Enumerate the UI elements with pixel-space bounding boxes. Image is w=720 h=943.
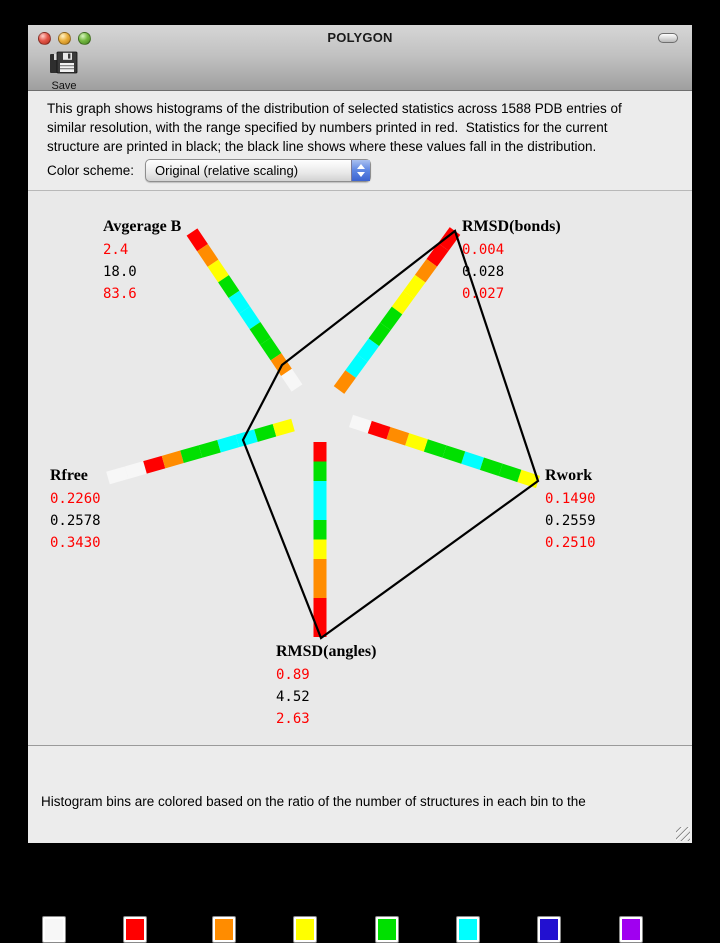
- legend-text-line-2: average number per bin:: [41, 851, 189, 866]
- axis-current-value: 0.2559: [545, 513, 596, 529]
- axis-rmsd-bonds: [462, 218, 561, 305]
- legend-swatch-blue: [537, 916, 561, 943]
- histogram-bin: [374, 326, 386, 342]
- histogram-bin: [145, 462, 164, 467]
- axis-rfree: [50, 467, 101, 554]
- histogram-bin: [463, 458, 482, 464]
- legend-item: [212, 916, 281, 943]
- axis-avgerage-b: [103, 218, 181, 305]
- legend-swatch-white: [42, 916, 66, 943]
- axis-label: Avgerage B: [103, 218, 182, 235]
- color-scheme-selected-value: Original (relative scaling): [155, 163, 299, 178]
- axis-max-value: 83.6: [103, 286, 137, 302]
- histogram-bin: [409, 279, 421, 295]
- save-icon: [49, 62, 79, 79]
- axis-label: RMSD(bonds): [462, 218, 561, 235]
- axis-min-value: 0.004: [462, 242, 505, 258]
- description-text: [47, 99, 675, 156]
- histogram-bin: [287, 372, 298, 388]
- color-scheme-row: [47, 159, 371, 182]
- axis-min-value: 0.1490: [545, 491, 596, 507]
- histogram-bin: [203, 248, 214, 264]
- resize-grip[interactable]: [676, 827, 690, 841]
- legend-item: [456, 916, 525, 943]
- legend-label: =< 3.0: [486, 922, 526, 937]
- dropdown-arrows-icon: [351, 160, 370, 181]
- histogram-bin: [266, 341, 277, 357]
- legend-item: [375, 916, 444, 943]
- save-button[interactable]: [42, 51, 86, 92]
- histogram-bin: [445, 452, 464, 458]
- axis-current-value: 4.52: [276, 689, 310, 705]
- axis-label: Rfree: [50, 467, 88, 484]
- toolbar: [28, 51, 692, 91]
- legend-item: [619, 916, 650, 943]
- histogram-bin: [164, 457, 183, 462]
- polygon-window: [28, 25, 692, 937]
- histogram-bin: [108, 473, 127, 478]
- histogram-bin: [234, 294, 245, 310]
- toolbar-toggle-button[interactable]: [658, 33, 678, 43]
- histogram-bin: [245, 310, 256, 326]
- description-line-1: This graph shows histograms of the distribution of selected statistics across 1588 PDB entries of: [47, 101, 622, 116]
- histogram-bin: [426, 445, 445, 451]
- legend-label: =< 1.0: [324, 922, 363, 937]
- axis-current-value: 18.0: [103, 264, 137, 280]
- axis-label: Rwork: [545, 467, 593, 484]
- histogram-bin: [213, 263, 224, 279]
- histogram-bin: [219, 441, 238, 446]
- legend-swatch-purple: [619, 916, 643, 943]
- polygon-chart-panel: [28, 190, 692, 745]
- histogram-bin: [519, 476, 538, 482]
- histogram-bin: [275, 425, 294, 430]
- legend-swatch-red: [123, 916, 147, 943]
- axis-min-value: 0.89: [276, 667, 310, 683]
- histogram-bin: [351, 358, 363, 374]
- axis-min-value: 2.4: [103, 242, 129, 258]
- axis-rwork: [545, 467, 596, 554]
- legend-item: [42, 916, 111, 943]
- legend-panel: [28, 745, 692, 937]
- histogram-bar-rmsd_bonds: [339, 231, 455, 390]
- histogram-bin: [182, 452, 201, 457]
- axis-current-value: 0.028: [462, 264, 505, 280]
- histogram-bin: [397, 295, 409, 311]
- histogram-bin: [192, 232, 203, 248]
- save-button-label: Save: [51, 80, 77, 92]
- histogram-bin: [432, 247, 444, 263]
- legend-swatch-green: [375, 916, 399, 943]
- legend-swatch-yellow: [293, 916, 317, 943]
- histogram-bin: [351, 421, 370, 427]
- legend-label: =< 2.0: [405, 922, 444, 937]
- legend-item: [123, 916, 200, 943]
- axis-current-value: 0.2578: [50, 513, 101, 529]
- description-line-2: similar resolution, with the range specified by numbers printed in red. Statistics for the current: [47, 120, 608, 135]
- histogram-bin: [388, 433, 407, 439]
- axis-label: RMSD(angles): [276, 643, 377, 660]
- window-title: POLYGON: [327, 30, 393, 45]
- axis-max-value: 0.027: [462, 286, 505, 302]
- legend-swatch-cyan: [456, 916, 480, 943]
- histogram-bin: [407, 439, 426, 445]
- histogram-bar-rfree: [108, 425, 293, 478]
- legend-label: =< 0.5: [243, 922, 282, 937]
- legend-label: =< 0.1: [73, 922, 112, 937]
- axis-min-value: 0.2260: [50, 491, 101, 507]
- histogram-bin: [255, 326, 266, 342]
- legend-text: [41, 754, 661, 906]
- axis-max-value: 2.63: [276, 711, 310, 727]
- legend-row: [42, 916, 692, 943]
- histogram-bin: [238, 436, 257, 441]
- color-scheme-label: Color scheme:: [47, 163, 135, 178]
- axis-rmsd-angles: [276, 643, 376, 730]
- histogram-bin: [501, 470, 520, 476]
- axis-max-value: 0.3430: [50, 535, 101, 551]
- legend-label: =< 5.0: [568, 922, 607, 937]
- window-header: [28, 25, 692, 91]
- description-line-3: structure are printed in black; the black line shows where these values fall in the distribution.: [47, 139, 597, 154]
- legend-item: [293, 916, 362, 943]
- color-scheme-dropdown[interactable]: [145, 159, 371, 182]
- axis-max-value: 0.2510: [545, 535, 596, 551]
- histogram-bin: [256, 430, 275, 435]
- histogram-bin: [224, 279, 235, 295]
- histogram-bin: [385, 311, 397, 327]
- histogram-bin: [339, 374, 351, 390]
- legend-swatch-orange: [212, 916, 236, 943]
- histogram-bin: [370, 427, 389, 433]
- legend-label: =< 0.25: [154, 922, 201, 937]
- histogram-bin: [201, 446, 220, 451]
- legend-item: [537, 916, 606, 943]
- legend-text-line-1: Histogram bins are colored based on the ratio of the number of structures in each bin to the: [41, 794, 586, 809]
- histogram-bin: [482, 464, 501, 470]
- histogram-bin: [362, 342, 374, 358]
- histogram-bin: [420, 263, 432, 279]
- histogram-bar-rwork: [351, 421, 538, 482]
- histogram-bin: [127, 467, 146, 472]
- titlebar[interactable]: [28, 25, 692, 51]
